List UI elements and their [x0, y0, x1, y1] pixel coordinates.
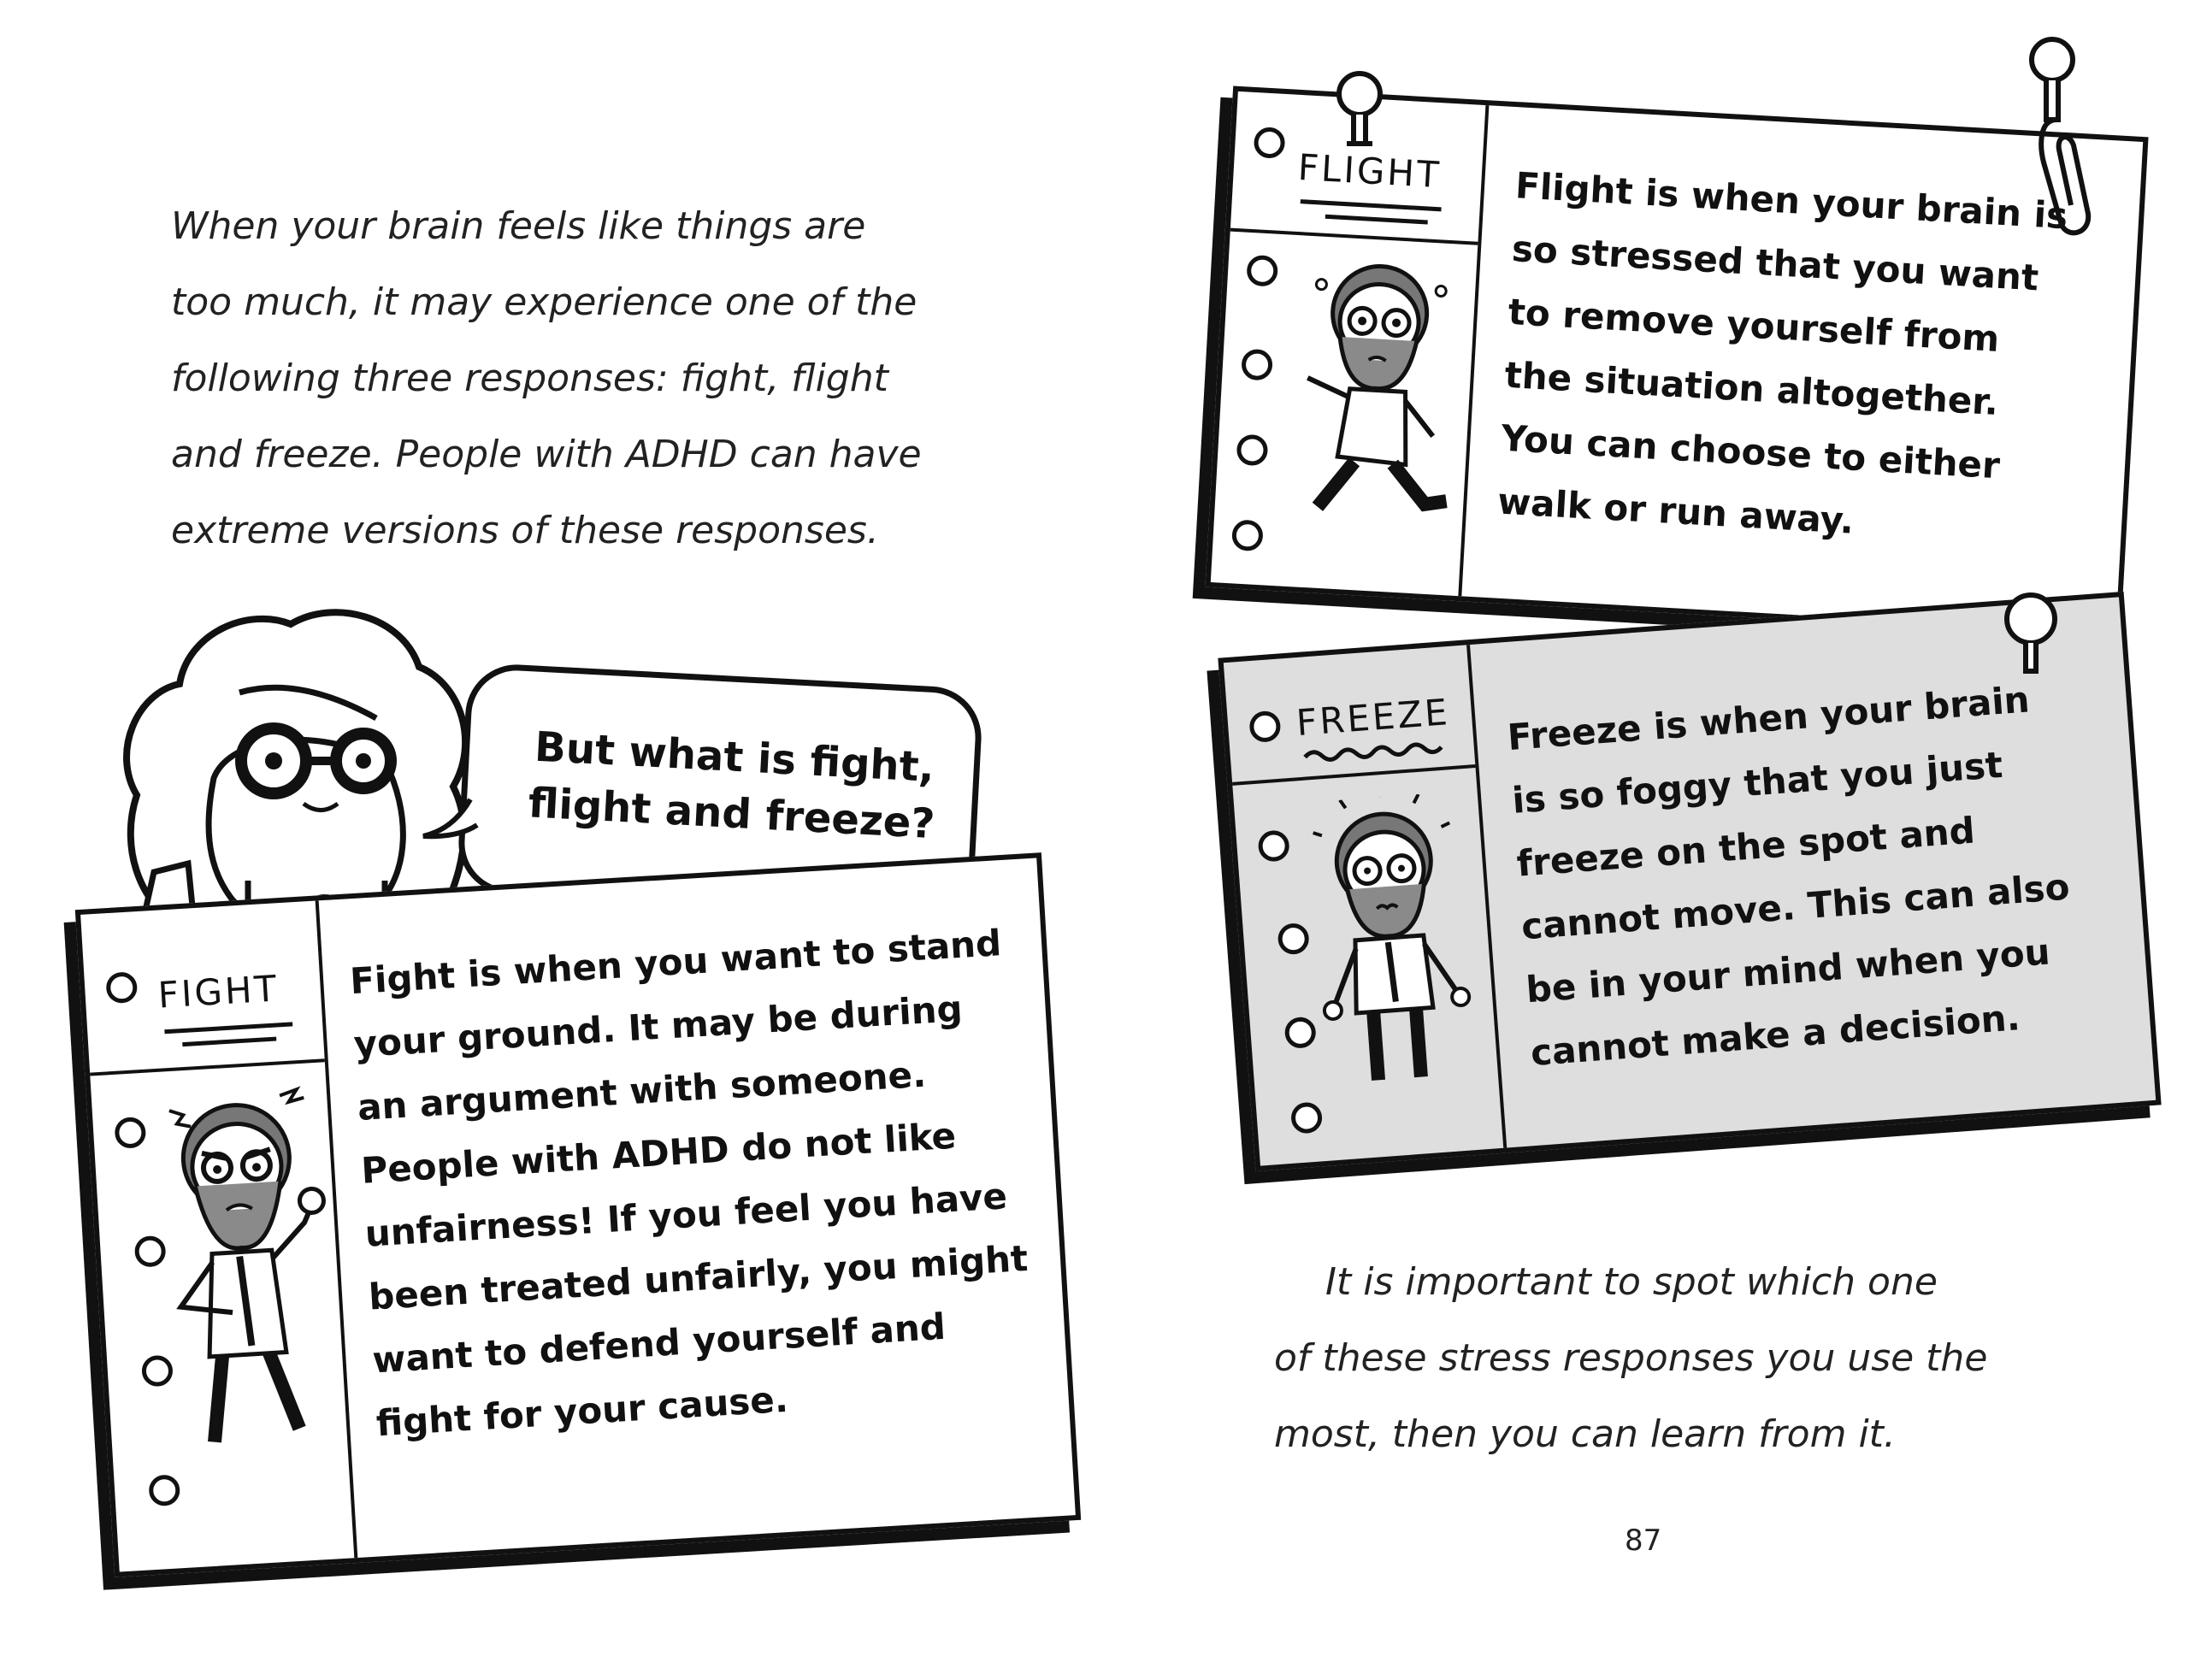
fight-card-text: [348, 911, 1037, 1456]
card-text-line: freeze on the spot and: [1515, 809, 1977, 885]
card-text-line: is so foggy that you just: [1510, 743, 2004, 822]
card-text-line: want to defend yourself and: [371, 1305, 947, 1382]
binder-hole: [1290, 1101, 1324, 1135]
card-title: FIGHT: [156, 967, 280, 1017]
pushpin-icon: [1330, 68, 1390, 162]
outro-line: of these stress responses you use the: [1274, 1336, 1988, 1380]
card-text-line: cannot make a decision.: [1529, 996, 2021, 1075]
binder-hole: [1248, 710, 1282, 744]
speech-line: flight and freeze?: [527, 779, 936, 849]
binder-hole: [1236, 433, 1269, 466]
card-text-line: walk or run away.: [1496, 480, 1856, 542]
intro-line: too much, it may experience one of the: [171, 280, 917, 324]
card-title: FREEZE: [1295, 691, 1452, 745]
intro-line: following three responses: fight, flight: [171, 357, 888, 400]
flight-card: [1205, 86, 2148, 639]
angry-bearded-man-icon: [151, 1084, 344, 1461]
frozen-bearded-man-icon: [1294, 791, 1485, 1093]
title-underline: [182, 1037, 276, 1047]
binder-hole: [1241, 349, 1273, 381]
speech-bubble-text: [516, 718, 949, 853]
outro-line: It is important to spot which one: [1325, 1260, 1938, 1304]
card-title: FLIGHT: [1296, 145, 1443, 197]
speech-bubble-tail: [419, 795, 479, 846]
card-text-line: so stressed that you want: [1510, 227, 2040, 299]
flight-card-text: [1496, 154, 2070, 563]
card-text-line: Flight is when your brain is: [1513, 164, 2069, 238]
binder-hole: [1246, 255, 1278, 287]
card-text-line: to remove yourself from: [1507, 290, 2001, 360]
title-underline: [1301, 199, 1442, 211]
card-text-line: People with ADHD do not like: [360, 1114, 958, 1192]
binder-hole: [1254, 127, 1286, 159]
title-underline: [164, 1022, 292, 1034]
card-divider: [1230, 228, 1478, 245]
paperclip-icon: [2035, 111, 2103, 239]
card-text-line: been treated unfairly, you might: [367, 1236, 1030, 1318]
page-number: 87: [1625, 1524, 1662, 1558]
freeze-card-text: [1505, 666, 2080, 1085]
title-underline: [1325, 215, 1428, 225]
card-text-line: your ground. It may be during: [352, 987, 964, 1066]
card-text-line: cannot move. This can also: [1519, 865, 2072, 948]
card-text-line: an argument with someone.: [356, 1052, 928, 1129]
outro-paragraph: [1274, 1244, 2044, 1472]
fight-card: [75, 852, 1081, 1577]
binder-hole: [1231, 519, 1264, 551]
intro-line: extreme versions of these responses.: [171, 509, 879, 552]
binder-hole: [114, 1117, 146, 1149]
speech-line: But what is fight,: [533, 722, 936, 793]
binder-hole: [1257, 829, 1290, 863]
intro-line: and freeze. People with ADHD can have: [171, 433, 922, 476]
pushpin-icon: [1997, 590, 2065, 684]
card-text-line: the situation altogether.: [1503, 353, 2000, 424]
card-text-line: You can choose to either: [1500, 416, 2002, 487]
card-divider: [90, 1058, 325, 1076]
card-text-line: be in your mind when you: [1524, 930, 2052, 1011]
intro-line: When your brain feels like things are: [171, 204, 866, 248]
running-bearded-man-icon: [1283, 249, 1468, 523]
card-text-line: Fight is when you want to stand: [348, 922, 1003, 1003]
binder-hole: [105, 971, 138, 1004]
binder-hole: [148, 1474, 180, 1506]
card-text-line: Freeze is when your brain: [1506, 678, 2032, 759]
intro-paragraph: [171, 188, 941, 569]
card-divider: [1232, 764, 1476, 786]
card-text-line: unfairness! If you feel you have: [363, 1175, 1009, 1255]
outro-line: most, then you can learn from it.: [1274, 1412, 1896, 1456]
card-text-line: fight for your cause.: [375, 1377, 789, 1445]
